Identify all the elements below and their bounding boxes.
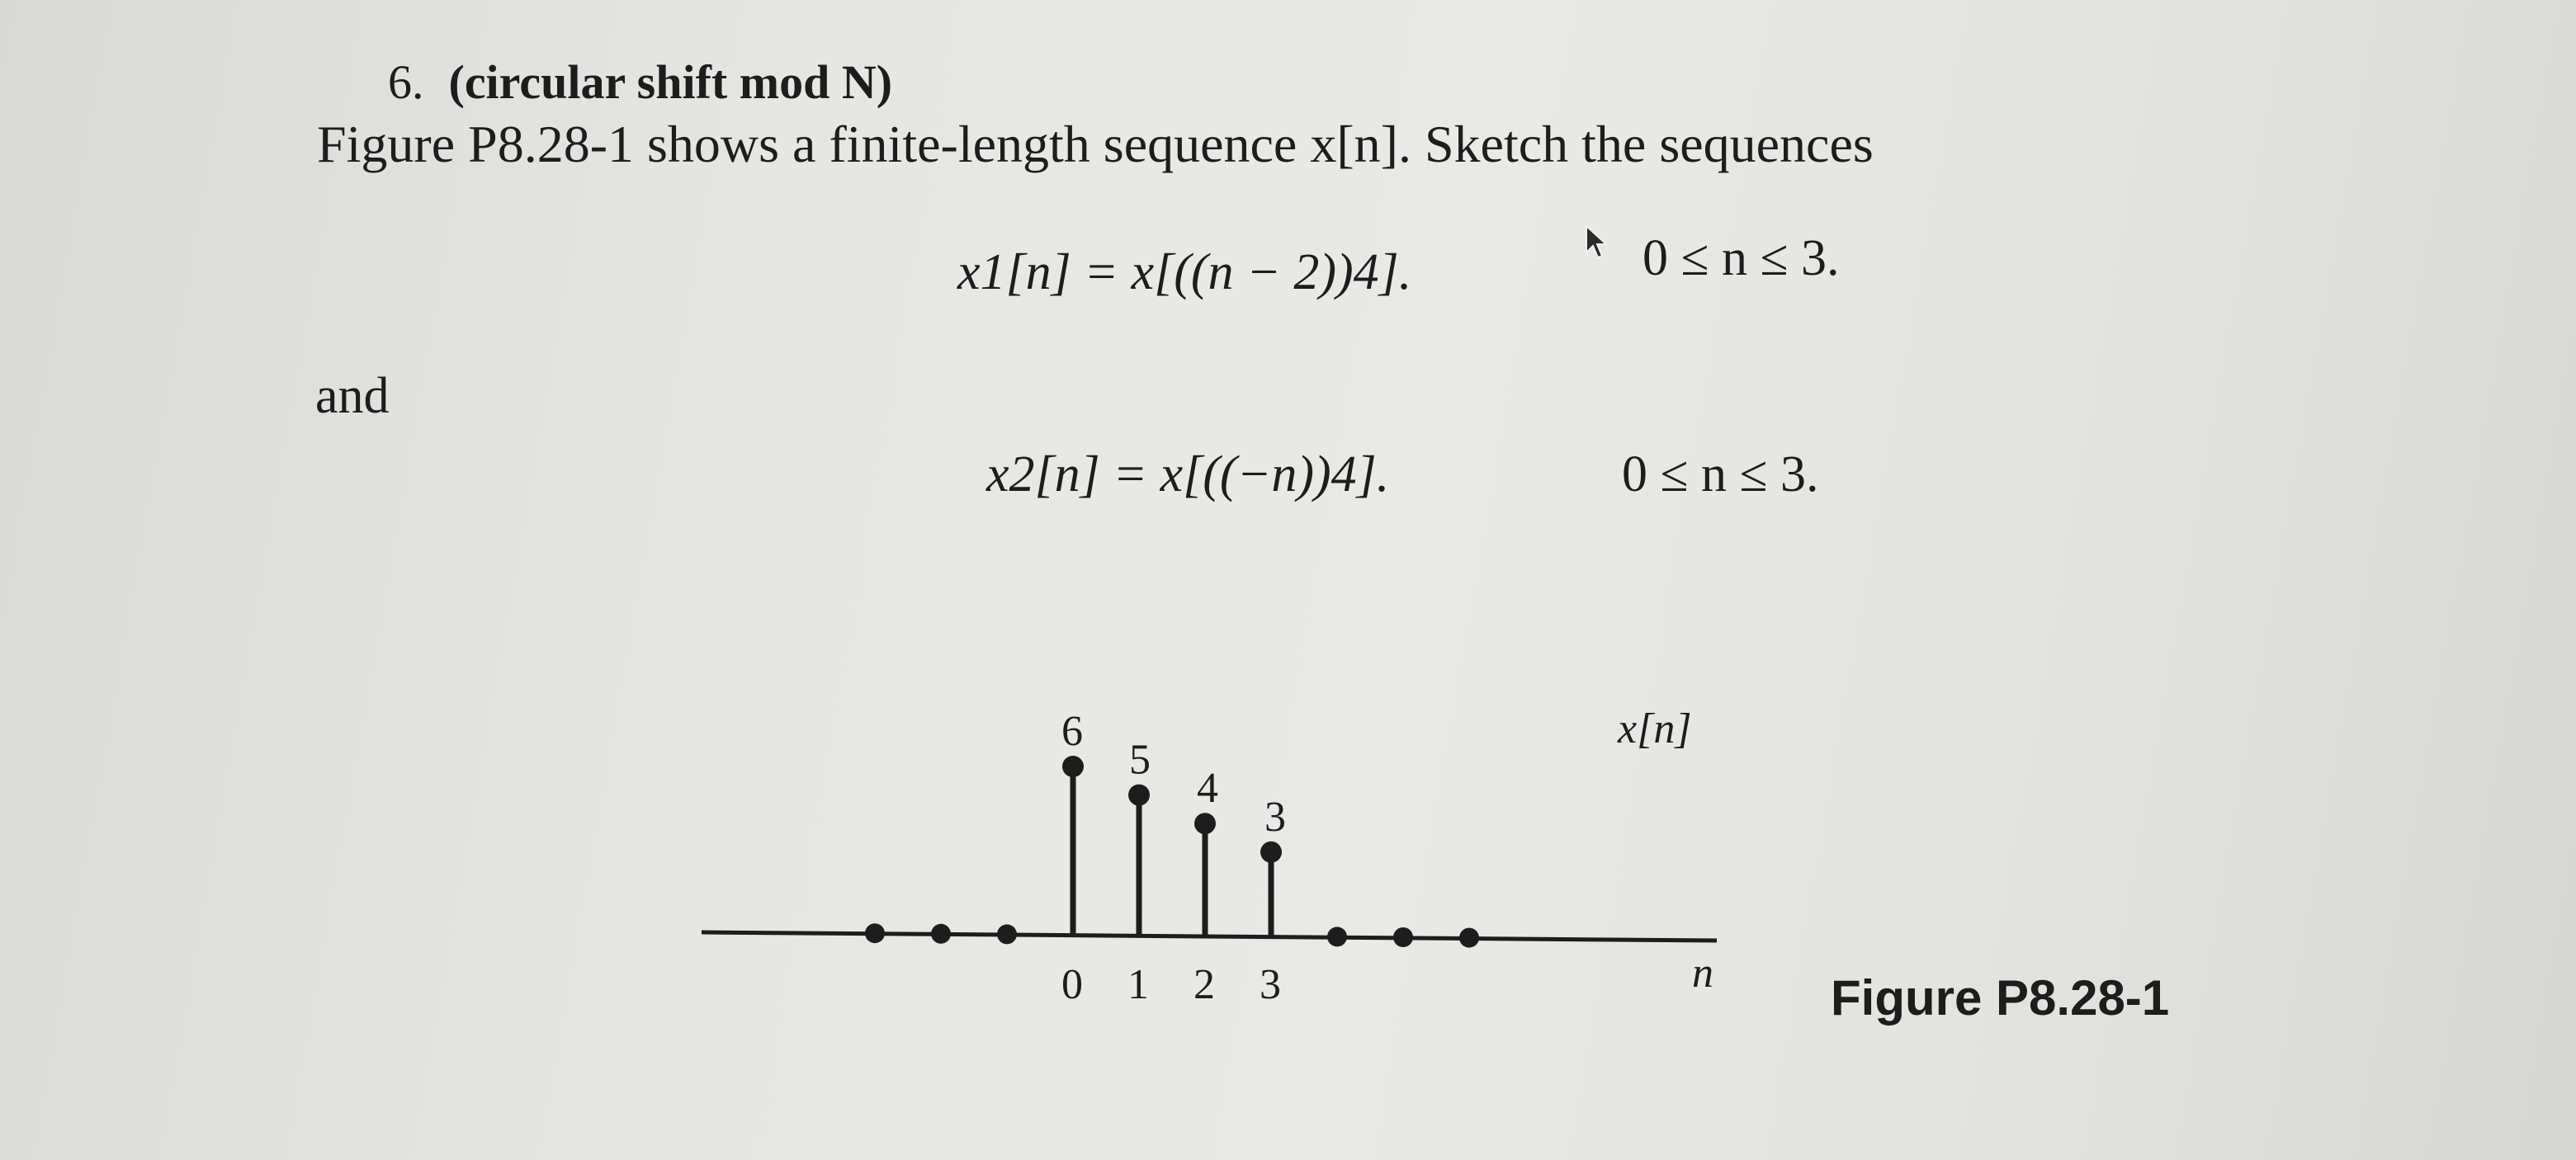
figure-caption: Figure P8.28-1 — [1831, 970, 2170, 1026]
stem-point-n-1 — [997, 924, 1017, 944]
tick-label-n3: 3 — [1260, 961, 1281, 1008]
data-label-n3: 3 — [1264, 793, 1286, 841]
equation-x2-range: 0 ≤ n ≤ 3. — [1622, 446, 1819, 502]
data-label-n2: 4 — [1197, 765, 1218, 813]
stem-point-n2 — [1194, 813, 1216, 834]
signal-label: x[n] — [1618, 705, 1692, 752]
problem-intro: Figure P8.28-1 shows a finite-length sequence x[n]. Sketch the sequences — [317, 115, 1874, 173]
equation-x1: x1[n] = x[((n − 2))4]. — [957, 244, 1412, 300]
x-axis-line — [702, 932, 1717, 941]
connector-and: and — [315, 368, 390, 424]
data-label-n0: 6 — [1061, 708, 1083, 755]
axis-label-n: n — [1692, 950, 1713, 997]
stem-point-n4 — [1327, 927, 1347, 946]
stem-point-n6 — [1459, 928, 1479, 948]
problem-title: (circular shift mod N) — [448, 55, 893, 109]
data-label-n1: 5 — [1129, 736, 1151, 784]
equation-x1-range: 0 ≤ n ≤ 3. — [1642, 230, 1840, 286]
problem-number: 6. — [388, 55, 424, 109]
stem-point-n0 — [1062, 756, 1084, 777]
stem-point-n-3 — [865, 923, 885, 943]
tick-label-n1: 1 — [1127, 961, 1149, 1008]
tick-label-n2: 2 — [1193, 961, 1215, 1008]
tick-label-n0: 0 — [1061, 961, 1083, 1008]
stem-point-n5 — [1393, 927, 1413, 947]
stem-point-n1 — [1128, 785, 1150, 806]
stem-point-n-2 — [931, 924, 951, 944]
equation-x2: x2[n] = x[((−n))4]. — [986, 446, 1390, 502]
stem-point-n3 — [1260, 842, 1282, 863]
